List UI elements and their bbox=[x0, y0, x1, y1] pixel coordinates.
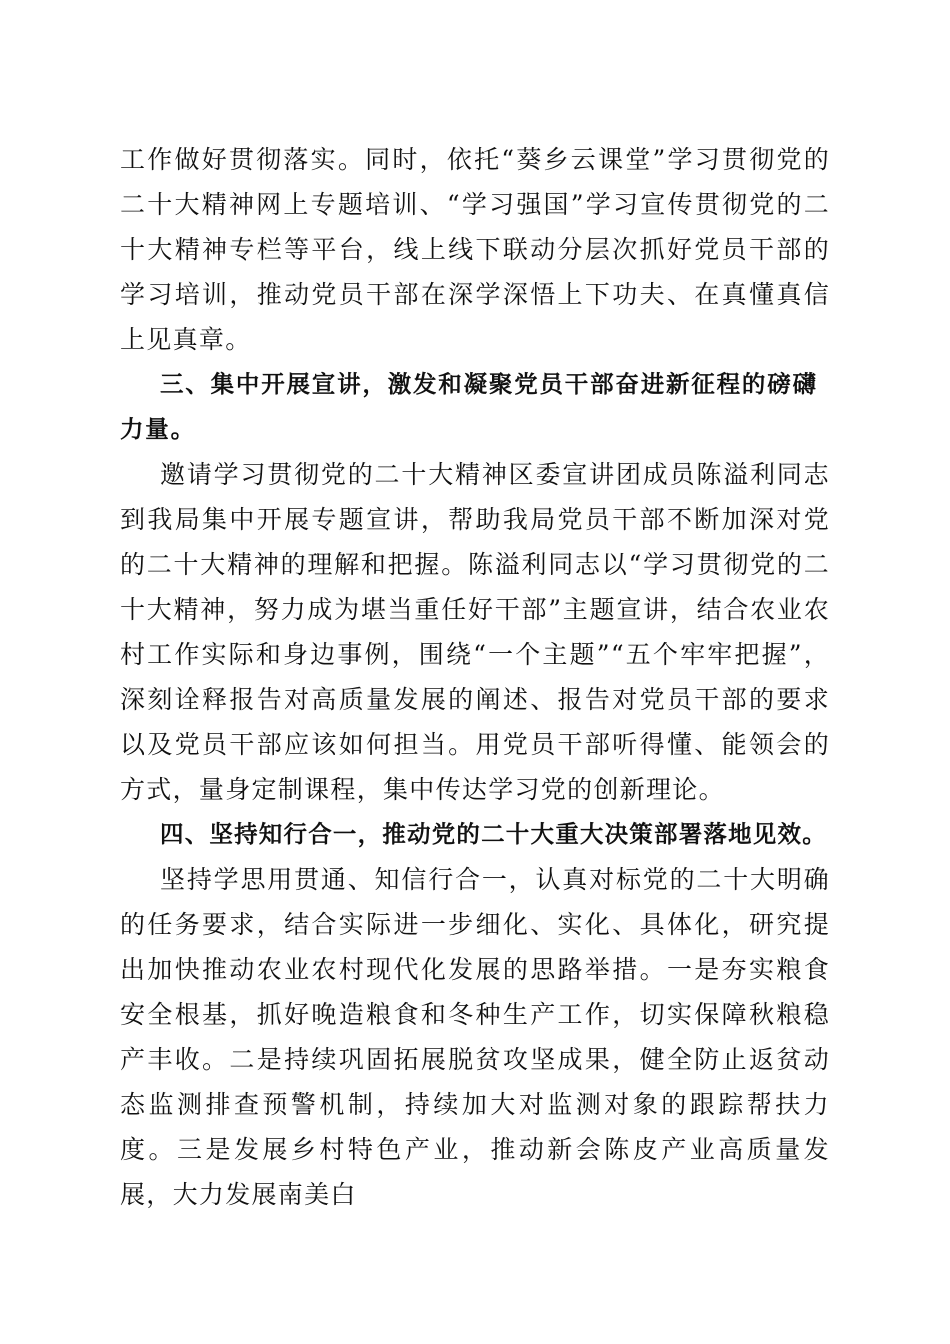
paragraph-section-three: 邀请学习贯彻党的二十大精神区委宣讲团成员陈溢利同志到我局集中开展专题宣讲，帮助我局党员干部不断加深对党的二十大精神的理解和把握。陈溢利同志以“学习贯彻党的二十大精神，努力成为堪当重任好干部”主题宣讲，结合农业农村工作实际和身边事例，围绕“一个主题”“五个牢牢把握”，深刻诠释报告对高质量发展的阐述、报告对党员干部的要求以及党员干部应该如何担当。用党员干部听得懂、能领会的方式，量身定制课程，集中传达学习党的创新理论。 bbox=[120, 460, 830, 804]
section-heading-four: 四、坚持知行合一，推动党的二十大重大决策部署落地见效。 bbox=[160, 820, 827, 848]
paragraph-section-four: 坚持学思用贯通、知信行合一，认真对标党的二十大明确的任务要求，结合实际进一步细化、实化、具体化，研究提出加快推动农业农村现代化发展的思路举措。一是夯实粮食安全根基，抓好晚造粮食和冬种生产工作，切实保障秋粮稳产丰收。二是持续巩固拓展脱贫攻坚成果，健全防止返贫动态监测排查预警机制，持续加大对监测对象的跟踪帮扶力度。三是发展乡村特色产业，推动新会陈皮产业高质量发展，大力发展南美白 bbox=[120, 865, 830, 1209]
section-heading-three: 三、集中开展宣讲，激发和凝聚党员干部奋进新征程的磅礴力量。 bbox=[120, 370, 818, 443]
paragraph-continuation: 工作做好贯彻落实。同时，依托“葵乡云课堂”学习贯彻党的二十大精神网上专题培训、“学习强国”学习宣传贯彻党的二十大精神专栏等平台，线上线下联动分层次抓好党员干部的学习培训，推动党员干部在深学深悟上下功夫、在真懂真信上见真章。 bbox=[120, 145, 830, 354]
document-body bbox=[120, 137, 830, 1217]
